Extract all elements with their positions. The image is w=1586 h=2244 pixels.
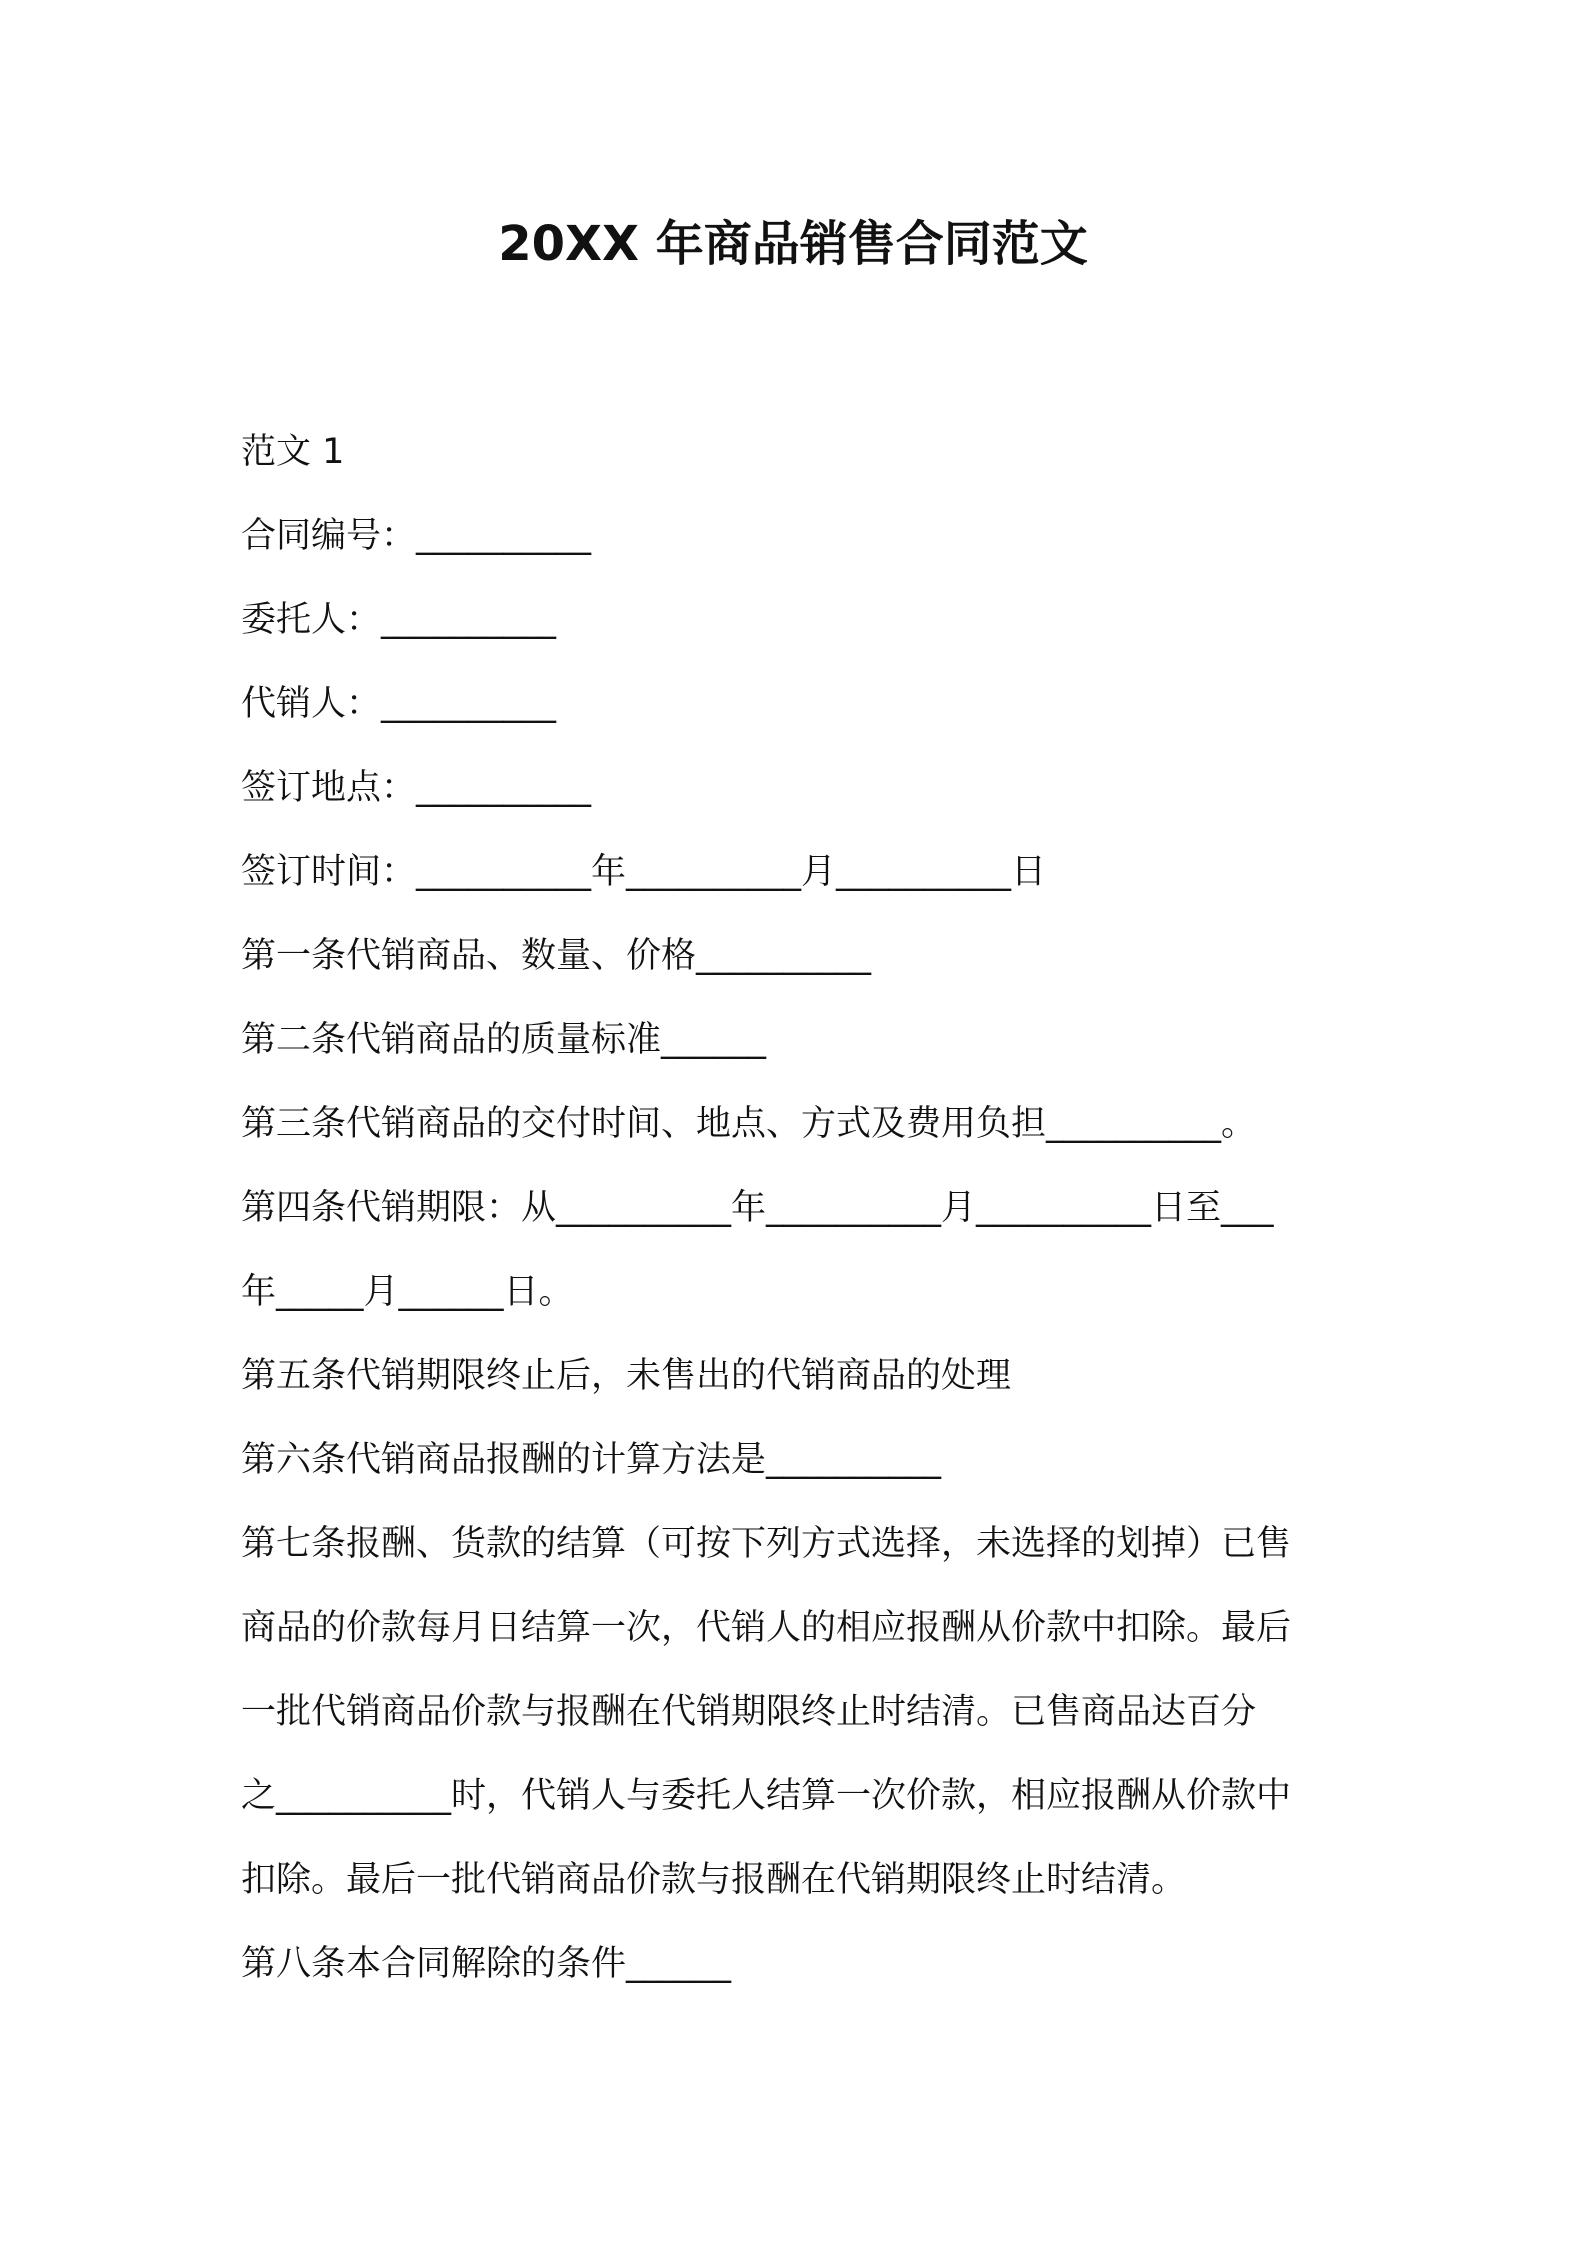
consignor-line: 委托人：__________ (241, 600, 557, 640)
contract-number-line: 合同编号：__________ (241, 516, 592, 556)
clause-1: 第一条代销商品、数量、价格__________ (241, 936, 872, 976)
clause-4-line-2: 年_____月______日。 (241, 1272, 574, 1312)
consignee-line: 代销人：__________ (241, 684, 557, 724)
signing-place-line: 签订地点：__________ (241, 768, 592, 808)
clause-5: 第五条代销期限终止后，未售出的代销商品的处理 (241, 1356, 1012, 1396)
clause-7-line-2: 商品的价款每月日结算一次，代销人的相应报酬从价款中扣除。最后 (241, 1608, 1292, 1648)
document-title: 20XX 年商品销售合同范文 (498, 216, 1088, 272)
document-body (241, 410, 1361, 2006)
clause-6: 第六条代销商品报酬的计算方法是__________ (241, 1440, 942, 1480)
clause-7-line-4: 之__________时，代销人与委托人结算一次价款，相应报酬从价款中 (241, 1776, 1292, 1816)
clause-2: 第二条代销商品的质量标准______ (241, 1020, 767, 1060)
clause-3: 第三条代销商品的交付时间、地点、方式及费用负担__________。 (241, 1104, 1257, 1144)
clause-7-line-1: 第七条报酬、货款的结算（可按下列方式选择，未选择的划掉）已售 (241, 1524, 1292, 1564)
clause-7-line-5: 扣除。最后一批代销商品价款与报酬在代销期限终止时结清。 (241, 1860, 1187, 1900)
clause-8: 第八条本合同解除的条件______ (241, 1944, 732, 1984)
clause-4-line-1: 第四条代销期限：从__________年__________月__________日至___ (241, 1188, 1274, 1228)
signing-date-line: 签订时间：__________年__________月__________日 (241, 852, 1047, 892)
clause-7-line-3: 一批代销商品价款与报酬在代销期限终止时结清。已售商品达百分 (241, 1692, 1257, 1732)
section-heading: 范文 1 (241, 432, 345, 472)
